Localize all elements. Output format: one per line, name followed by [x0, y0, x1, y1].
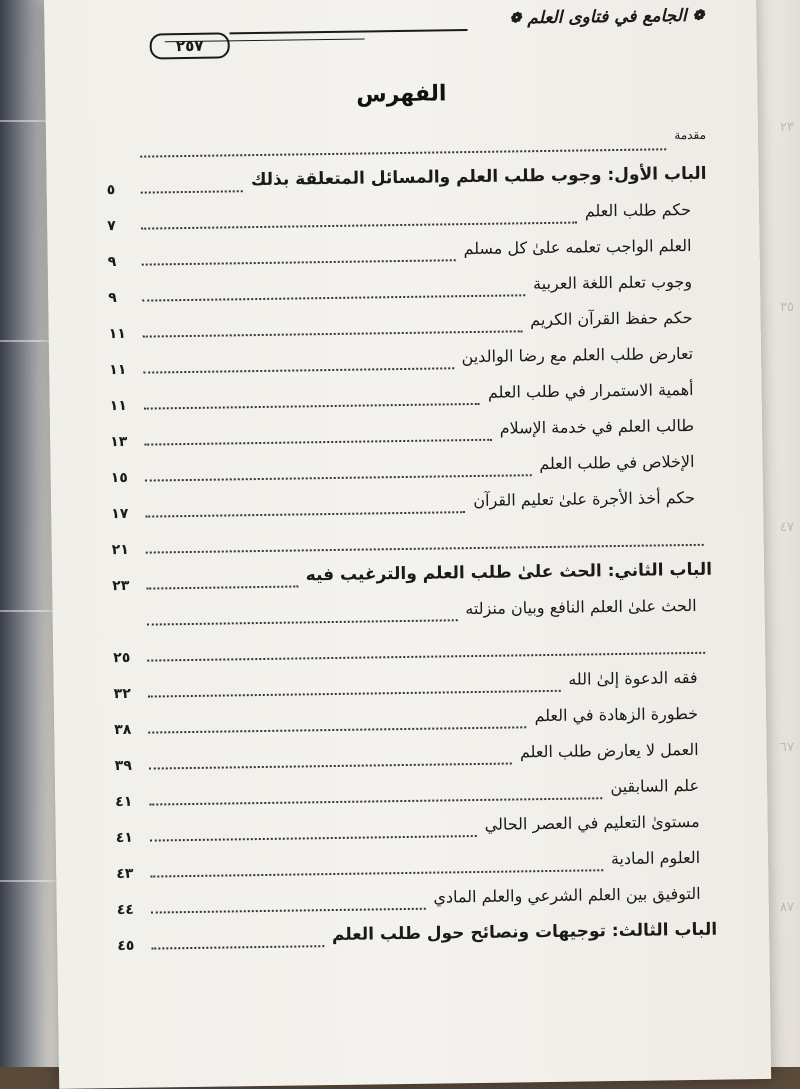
ornament-icon: ❁: [510, 10, 522, 26]
dot-leader: [150, 869, 603, 877]
book-page: [44, 0, 771, 1089]
entry-page: ٩: [108, 254, 138, 270]
dot-leader: [143, 367, 454, 373]
entry-page: ٩: [108, 290, 138, 306]
entry-page: ١١: [110, 398, 140, 414]
dot-leader: [148, 690, 561, 698]
entry-page: ١١: [109, 326, 139, 342]
dot-leader: [147, 619, 458, 625]
page-number: ٢٥٧: [150, 32, 230, 59]
entry-title: خطورة الزهادة في العلم: [534, 704, 698, 725]
entry-title: الحث علىٰ العلم النافع وبيان منزلته: [465, 596, 697, 618]
entry-page: ٤١: [116, 830, 146, 846]
dot-leader: [146, 585, 298, 589]
dot-leader: [143, 330, 523, 337]
entry-title: حكم طلب العلم: [585, 200, 692, 220]
entry-page: ٧: [107, 218, 137, 234]
entry-page: ٣٩: [115, 758, 145, 774]
entry-title: الباب الثاني: الحث علىٰ طلب العلم والترغيب فيه: [306, 560, 713, 586]
dot-leader: [146, 544, 704, 554]
entry-page: ٢١: [112, 542, 142, 558]
entry-page: ٤١: [115, 794, 145, 810]
entry-page: ٢٥: [113, 650, 143, 666]
entry-page: ٤٤: [117, 902, 147, 918]
entry-title: مقدمة: [674, 128, 706, 142]
entry-title: العلوم المادية: [611, 848, 700, 868]
entry-title: فقه الدعوة إلىٰ الله: [568, 668, 698, 689]
dot-leader: [151, 908, 426, 914]
entry-title: الباب الثالث: توجيهات ونصائح حول طلب العلم: [332, 920, 717, 945]
dot-leader: [150, 835, 477, 842]
running-head-title: الجامع في فتاوى العلم: [527, 6, 687, 28]
entry-page: ١٧: [111, 506, 141, 522]
dot-leader: [148, 726, 526, 733]
header-rule: [230, 29, 468, 34]
dot-leader: [147, 652, 705, 662]
facing-page: ٢٣ ٣٥ ٤٧ ٦٧ ٨٧: [690, 0, 800, 1067]
entry-page: ٥: [107, 182, 137, 198]
index-title: الفهرس: [45, 77, 757, 112]
entry-page: ١١: [109, 362, 139, 378]
dot-leader: [145, 511, 465, 517]
dot-leader: [145, 474, 532, 481]
entry-page: ١٥: [111, 470, 141, 486]
dot-leader: [142, 294, 525, 301]
dot-leader: [140, 148, 666, 157]
dot-leader: [151, 945, 324, 949]
entry-title: حكم أخذ الأجرة علىٰ تعليم القرآن: [473, 488, 695, 510]
entry-page: ٣٢: [114, 686, 144, 702]
entry-title: أهمية الاستمرار في طلب العلم: [488, 380, 694, 402]
entry-title: طالب العلم في خدمة الإسلام: [500, 416, 695, 438]
entry-page: ٤٣: [116, 866, 146, 882]
ornament-icon: ❁: [692, 8, 704, 24]
entry-page: ١٣: [110, 434, 140, 450]
dot-leader: [144, 403, 480, 410]
entry-title: العلم الواجب تعلمه علىٰ كل مسلم: [463, 236, 691, 258]
entry-title: الإخلاص في طلب العلم: [539, 452, 695, 473]
dot-leader: [141, 190, 243, 193]
entry-title: الباب الأول: وجوب طلب العلم والمسائل المتعلقة بذلك: [251, 164, 707, 190]
entry-title: تعارض طلب العلم مع رضا الوالدين: [461, 344, 693, 366]
dot-leader: [149, 797, 602, 805]
entry-title: وجوب تعلم اللغة العربية: [533, 272, 692, 293]
entry-page: ٣٨: [114, 722, 144, 738]
dot-leader: [149, 763, 512, 770]
index-list: [106, 128, 718, 964]
dot-leader: [142, 259, 456, 265]
running-head: [509, 4, 704, 31]
entry-title: العمل لا يعارض طلب العلم: [520, 740, 699, 761]
entry-title: التوفيق بين العلم الشرعي والعلم المادي: [433, 884, 700, 907]
entry-page: ٤٥: [117, 938, 147, 954]
entry-title: مستوىٰ التعليم في العصر الحالي: [485, 812, 700, 834]
dot-leader: [144, 439, 492, 446]
entry-title: حكم حفظ القرآن الكريم: [530, 308, 693, 329]
dot-leader: [141, 222, 577, 230]
entry-title: علم السابقين: [610, 776, 699, 796]
index-entry: [117, 920, 717, 964]
entry-page: ٢٣: [112, 578, 142, 594]
